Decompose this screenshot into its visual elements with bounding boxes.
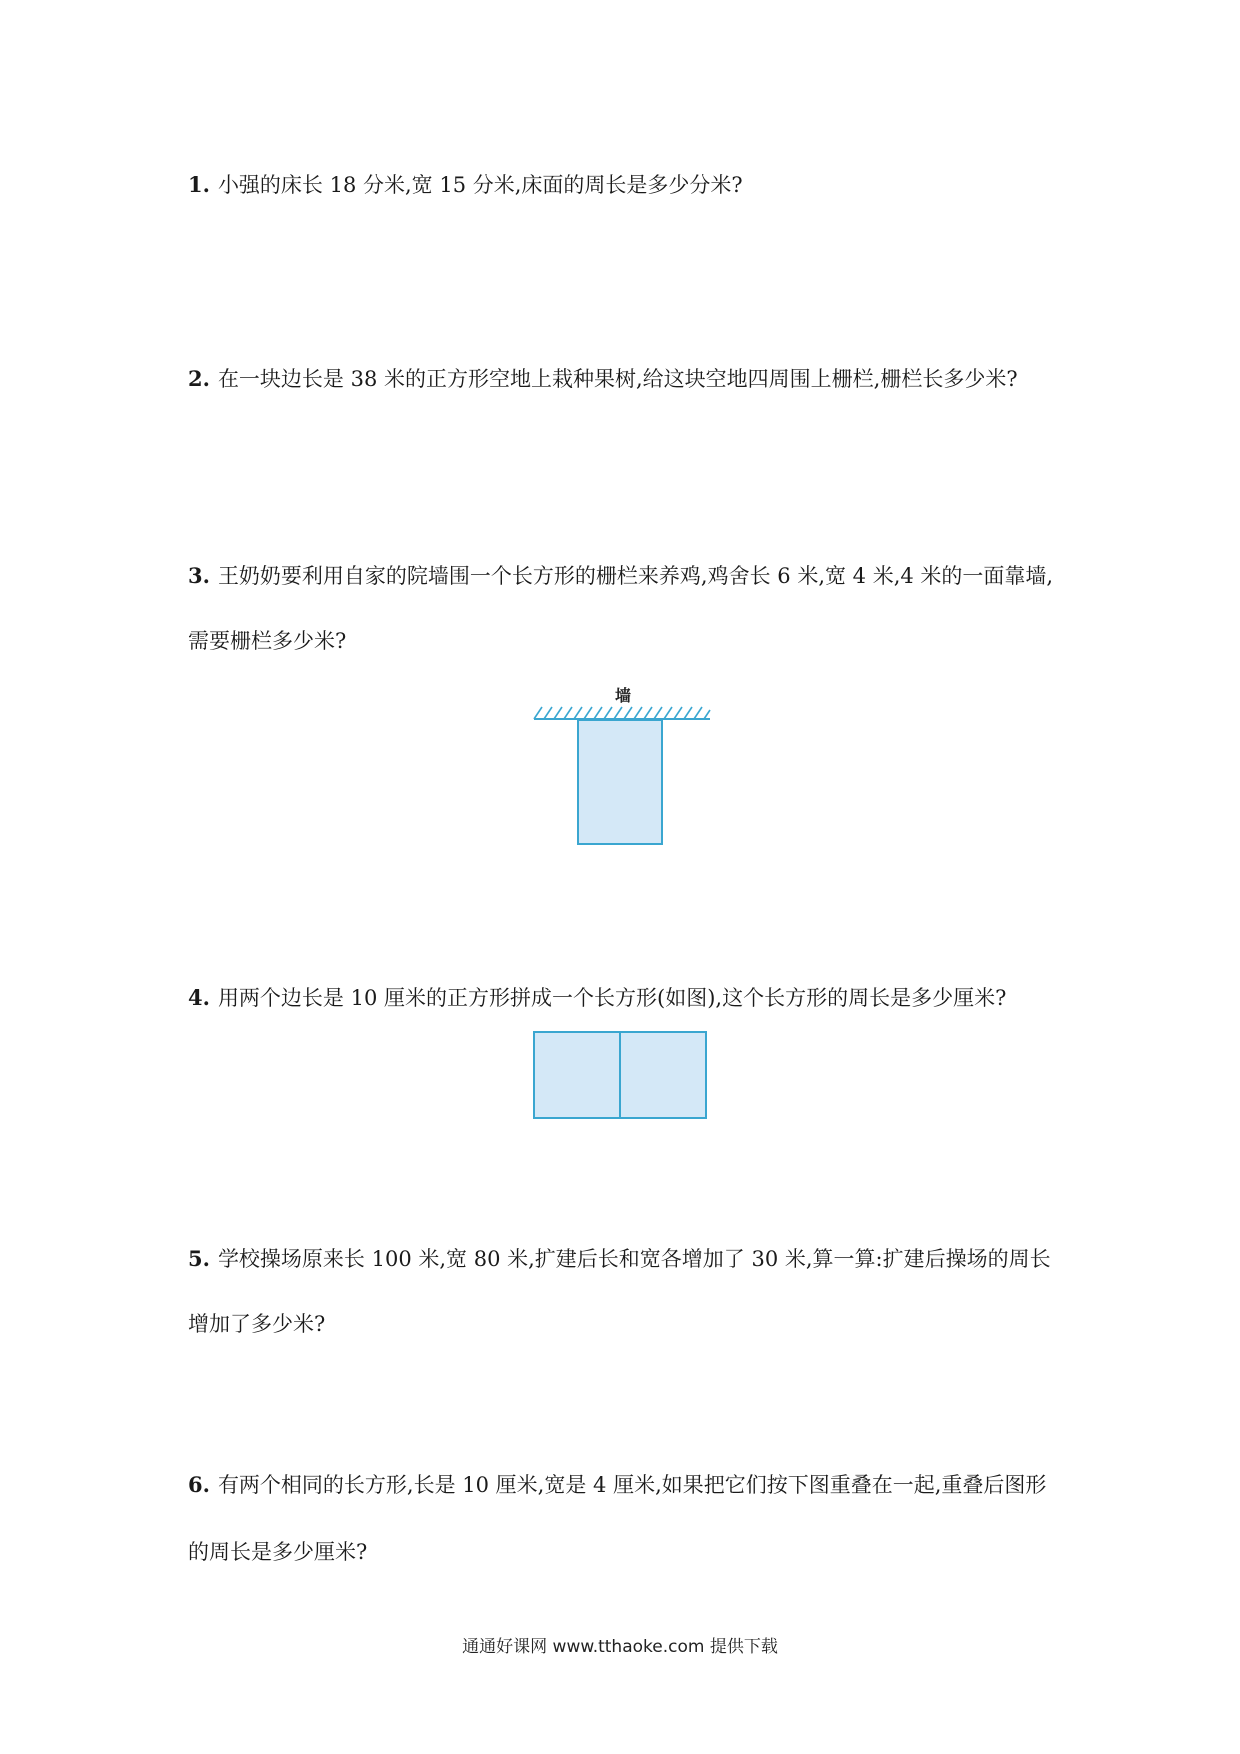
question-number: 3. xyxy=(188,563,210,588)
question-number: 4. xyxy=(188,985,210,1010)
question-text: 学校操场原来长 100 米,宽 80 米,扩建后长和宽各增加了 30 米,算一算:扩建后操场的周长 xyxy=(217,1247,1051,1271)
question-text: 增加了多少米? xyxy=(188,1312,326,1336)
question-number: 5. xyxy=(188,1246,210,1271)
question-4 xyxy=(188,985,1068,1011)
question-text: 需要栅栏多少米? xyxy=(188,629,347,653)
square-left xyxy=(534,1032,620,1118)
question-6-line-2 xyxy=(188,1539,1068,1565)
question-number: 6. xyxy=(188,1472,210,1497)
question-6 xyxy=(188,1472,1068,1498)
chicken-coop-rectangle xyxy=(578,720,662,844)
question-3-line-2 xyxy=(188,628,1068,654)
question-number: 1. xyxy=(188,172,210,197)
two-squares-figure xyxy=(532,1030,710,1122)
question-text: 的周长是多少厘米? xyxy=(188,1540,368,1564)
question-text: 王奶奶要利用自家的院墙围一个长方形的栅栏来养鸡,鸡舍长 6 米,宽 4 米,4 米的一面靠墙, xyxy=(217,564,1054,588)
question-2 xyxy=(188,366,1068,392)
square-right xyxy=(620,1032,706,1118)
question-text: 在一块边长是 38 米的正方形空地上栽种果树,给这块空地四周围上栅栏,栅栏长多少米? xyxy=(217,367,1018,391)
wall-hatching xyxy=(534,707,710,719)
question-text: 小强的床长 18 分米,宽 15 分米,床面的周长是多少分米? xyxy=(217,173,743,197)
question-number: 2. xyxy=(188,366,210,391)
question-text: 用两个边长是 10 厘米的正方形拼成一个长方形(如图),这个长方形的周长是多少厘米? xyxy=(217,986,1007,1010)
question-5-line-2 xyxy=(188,1311,1068,1337)
question-text: 有两个相同的长方形,长是 10 厘米,宽是 4 厘米,如果把它们按下图重叠在一起,重叠后图形 xyxy=(217,1473,1047,1497)
question-3 xyxy=(188,563,1068,589)
wall-label: 墙 xyxy=(614,686,632,705)
question-5 xyxy=(188,1246,1068,1272)
wall-rectangle-figure xyxy=(530,684,714,856)
footer-source: 通通好课网 www.tthaoke.com 提供下载 xyxy=(462,1637,778,1657)
question-1 xyxy=(188,172,1068,198)
